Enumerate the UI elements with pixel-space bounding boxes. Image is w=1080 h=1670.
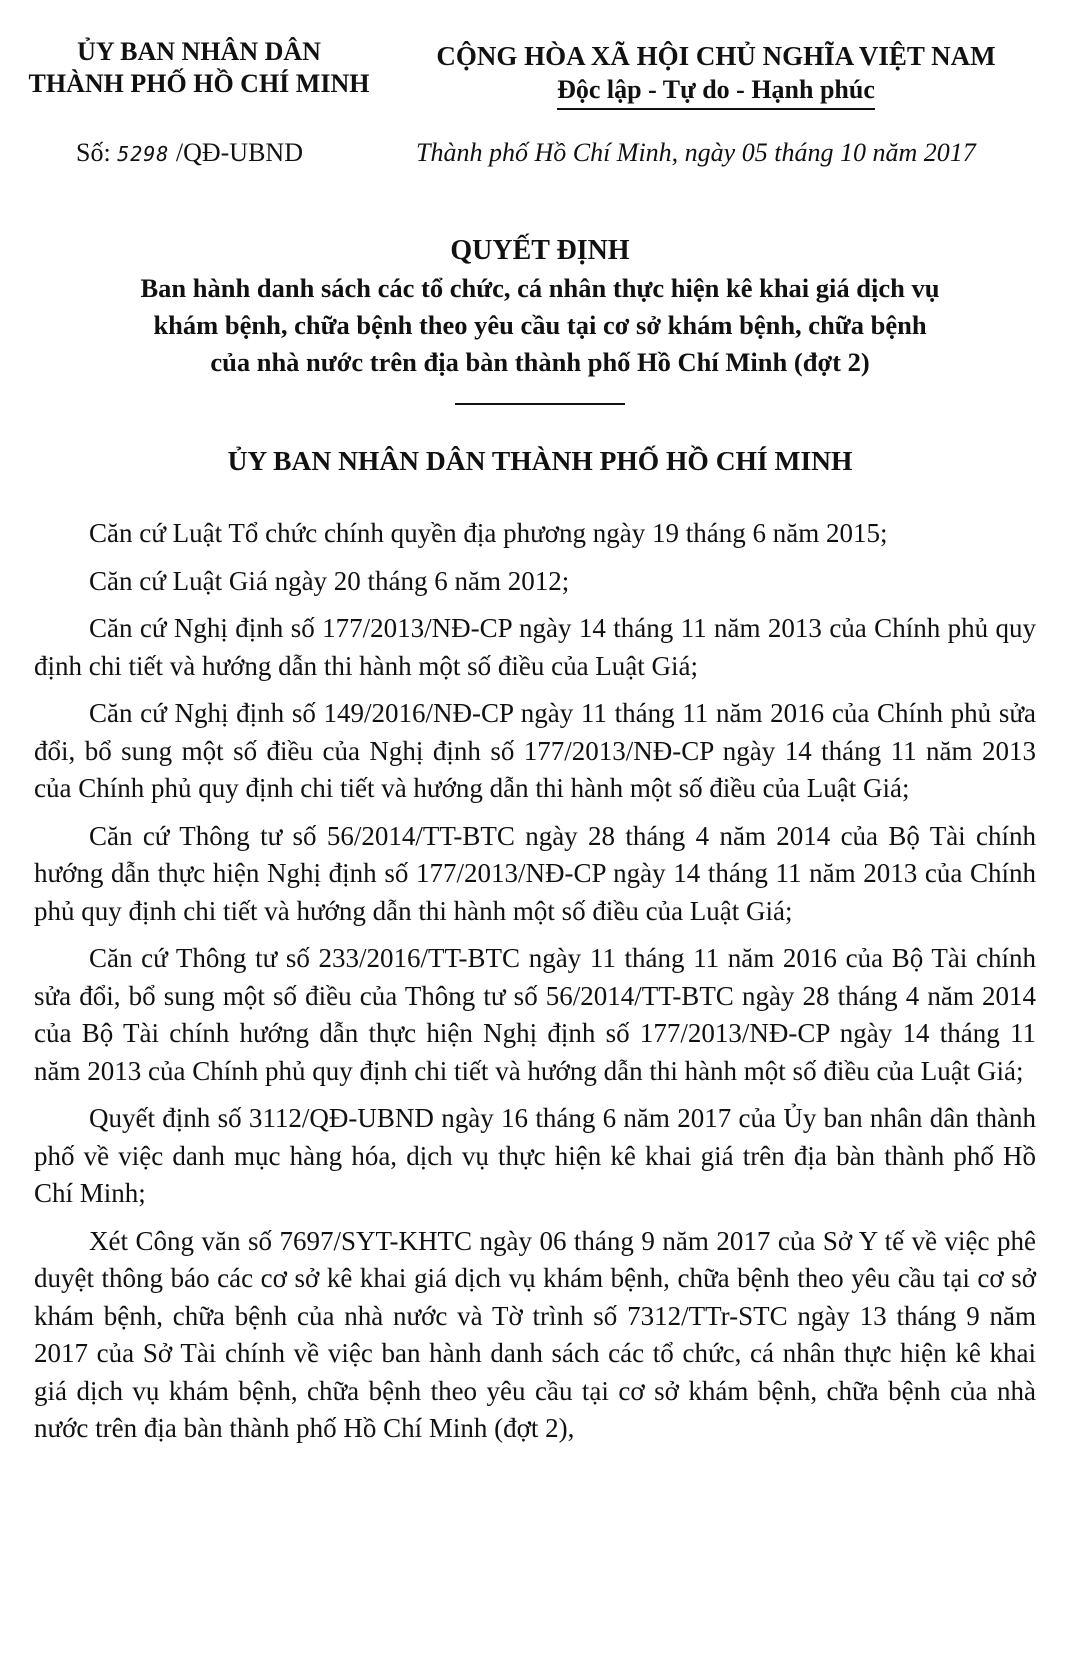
doc-number-handwritten: 5298 bbox=[117, 142, 170, 166]
doc-number-prefix: Số: bbox=[76, 138, 111, 167]
agency-line-2: THÀNH PHỐ HỒ CHÍ MINH bbox=[28, 69, 370, 98]
preamble-paragraph: Quyết định số 3112/QĐ-UBND ngày 16 tháng 6 năm 2017 của Ủy ban nhân dân thành phố về việc danh mục hàng hóa, dịch vụ thực hiện kê khai giá trên địa bàn thành phố Hồ Chí Minh; bbox=[34, 1103, 1036, 1208]
doc-number-suffix: /QĐ-UBND bbox=[175, 138, 303, 167]
preamble-paragraph: Căn cứ Nghị định số 177/2013/NĐ-CP ngày 14 tháng 11 năm 2013 của Chính phủ quy định chi tiết và hướng dẫn thi hành một số điều của Luật Giá; bbox=[34, 613, 1036, 681]
decision-subject-line-3: của nhà nước trên địa bàn thành phố Hồ Chí Minh (đợt 2) bbox=[210, 347, 870, 377]
document-number bbox=[76, 138, 303, 168]
issuing-agency bbox=[14, 36, 384, 100]
decision-subject-line-2: khám bệnh, chữa bệnh theo yêu cầu tại cơ sở khám bệnh, chữa bệnh bbox=[153, 310, 927, 340]
preamble-paragraph: Căn cứ Luật Tổ chức chính quyền địa phương ngày 19 tháng 6 năm 2015; bbox=[89, 518, 888, 548]
preamble-paragraph: Căn cứ Nghị định số 149/2016/NĐ-CP ngày 11 tháng 11 năm 2016 của Chính phủ sửa đổi, bổ sung một số điều của Nghị định số 177/2013/NĐ-CP ngày 14 tháng 11 năm 2013 của Chính phủ quy định chi tiết và hướng dẫn thi hành một số điều của Luật Giá; bbox=[34, 698, 1036, 803]
preamble-paragraph: Căn cứ Thông tư số 56/2014/TT-BTC ngày 28 tháng 4 năm 2014 của Bộ Tài chính hướng dẫn thực hiện Nghị định số 177/2013/NĐ-CP ngày 14 tháng 11 năm 2013 của Chính phủ quy định chi tiết và hướng dẫn thi hành một số điều của Luật Giá; bbox=[34, 820, 1036, 926]
title-divider bbox=[455, 403, 625, 405]
preamble-paragraph: Xét Công văn số 7697/SYT-KHTC ngày 06 tháng 9 năm 2017 của Sở Y tế về việc phê duyệt thông báo các cơ sở kê khai giá dịch vụ khám bệnh, chữa bệnh theo yêu cầu tại cơ sở khám bệnh, chữa bệnh của nhà nước và Tờ trình số 7312/TTr-STC ngày 13 tháng 9 năm 2017 của Sở Tài chính về việc ban hành danh sách các tổ chức, cá nhân thực hiện kê khai giá dịch vụ khám bệnh, chữa bệnh theo yêu cầu tại cơ sở khám bệnh, chữa bệnh của nhà nước trên địa bàn thành phố Hồ Chí Minh (đợt 2), bbox=[34, 1225, 1036, 1443]
preamble-paragraph: Căn cứ Luật Giá ngày 20 tháng 6 năm 2012; bbox=[89, 565, 570, 596]
national-motto: Độc lập - Tự do - Hạnh phúc bbox=[557, 73, 875, 110]
preamble-body bbox=[34, 515, 1036, 1458]
issuing-authority-heading: ỦY BAN NHÂN DÂN THÀNH PHỐ HỒ CHÍ MINH bbox=[227, 445, 853, 476]
nation-name: CỘNG HÒA XÃ HỘI CHỦ NGHĨA VIỆT NAM bbox=[436, 41, 996, 71]
agency-line-1: ỦY BAN NHÂN DÂN bbox=[77, 37, 321, 66]
preamble-paragraph: Căn cứ Thông tư số 233/2016/TT-BTC ngày 11 tháng 11 năm 2016 của Bộ Tài chính sửa đổi, bổ sung một số điều của Thông tư số 56/2014/TT-BTC ngày 28 tháng 4 năm 2014 của Bộ Tài chính hướng dẫn thực hiện Nghị định số 177/2013/NĐ-CP ngày 14 tháng 11 năm 2013 của Chính phủ quy định chi tiết và hướng dẫn thi hành một số điều của Luật Giá; bbox=[34, 943, 1036, 1086]
decision-title-block bbox=[40, 232, 1040, 405]
place-and-date: Thành phố Hồ Chí Minh, ngày 05 tháng 10 năm 2017 bbox=[416, 138, 976, 167]
decision-title: QUYẾT ĐỊNH bbox=[450, 235, 630, 266]
national-header bbox=[406, 40, 1026, 110]
decision-subject-line-1: Ban hành danh sách các tổ chức, cá nhân thực hiện kê khai giá dịch vụ bbox=[140, 273, 940, 303]
